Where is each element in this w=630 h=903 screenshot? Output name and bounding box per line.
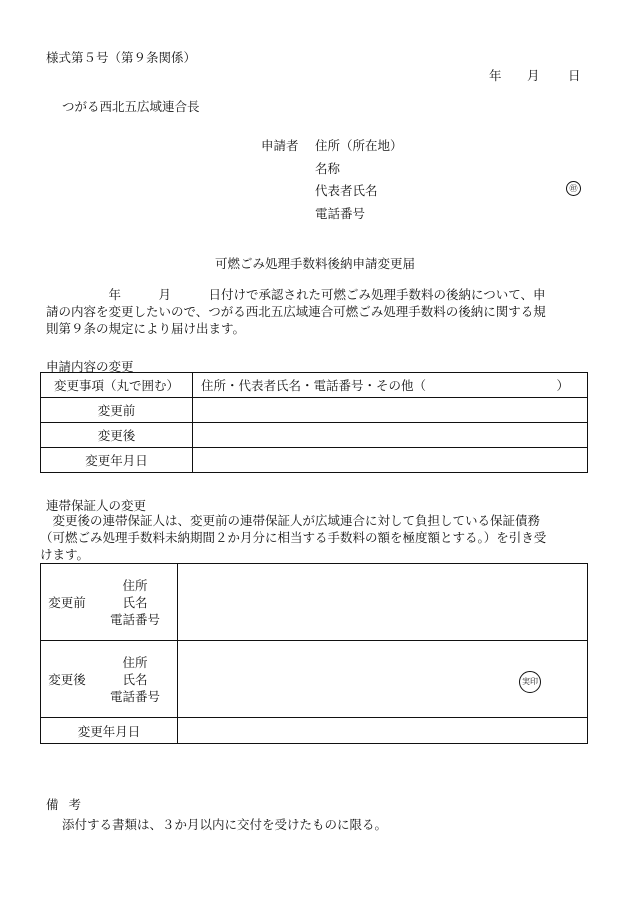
body-line: 年 月 日付けで承認された可燃ごみ処理手数料の後納について、申 <box>46 287 546 302</box>
address-label: 住所 <box>122 654 148 670</box>
applicant-label: 申請者 <box>261 138 299 153</box>
section-application-change-title: 申請内容の変更 <box>46 359 134 374</box>
guarantor-line: けます。 <box>40 547 90 562</box>
notes-title: 備考 <box>46 797 92 812</box>
guarantor-before-fields <box>93 564 178 641</box>
guarantor-after-input[interactable] <box>178 641 588 718</box>
applicant-representative-field: 代表者氏名 <box>315 183 378 198</box>
addressee: つがる西北五広域連合長 <box>62 99 200 114</box>
date-day: 日 <box>568 68 581 83</box>
guarantor-change-date-field[interactable] <box>178 718 588 744</box>
table-row <box>41 564 588 641</box>
body-paragraph <box>46 286 584 337</box>
date-line <box>489 66 581 84</box>
name-label: 氏名 <box>122 594 148 610</box>
before-change-field[interactable] <box>193 398 588 423</box>
change-item-close-paren: ） <box>556 378 569 393</box>
table-row <box>41 718 588 744</box>
address-label: 住所 <box>122 577 148 593</box>
change-date-label: 変更年月日 <box>41 448 193 473</box>
change-item-label: 変更事項（丸で囲む） <box>41 373 193 398</box>
guarantor-change-table <box>40 563 588 744</box>
section-guarantor-change-title: 連帯保証人の変更 <box>46 498 147 513</box>
registered-seal-mark: 実印 <box>519 671 541 693</box>
form-number: 様式第５号（第９条関係） <box>46 50 197 65</box>
guarantor-before-label: 変更前 <box>41 564 94 641</box>
table-row <box>41 398 588 423</box>
table-row <box>41 448 588 473</box>
date-month: 月 <box>527 68 540 83</box>
guarantor-paragraph <box>40 512 588 563</box>
after-change-label: 変更後 <box>41 423 193 448</box>
name-label: 氏名 <box>122 671 148 687</box>
phone-label: 電話番号 <box>109 688 160 704</box>
document-title: 可燃ごみ処理手数料後納申請変更届 <box>214 256 415 271</box>
after-change-field[interactable] <box>193 423 588 448</box>
change-item-options-text: 住所・代表者氏名・電話番号・その他（ <box>201 378 427 393</box>
applicant-name-field: 名称 <box>315 161 341 176</box>
phone-label: 電話番号 <box>109 611 160 627</box>
seal-mark: ㊞ <box>566 181 581 196</box>
applicant-address-field: 住所（所在地） <box>315 138 403 153</box>
table-row <box>41 423 588 448</box>
guarantor-line: 変更後の連帯保証人は、変更前の連帯保証人が広域連合に対して負担している保証債務 <box>40 513 541 528</box>
guarantor-after-fields <box>93 641 178 718</box>
guarantor-line: （可燃ごみ処理手数料未納期間２か月分に相当する手数料の額を極度額とする。）を引き受 <box>40 530 547 545</box>
notes-text: 添付する書類は、３か月以内に交付を受けたものに限る。 <box>62 817 388 832</box>
change-date-field[interactable] <box>193 448 588 473</box>
change-item-options[interactable] <box>193 373 588 398</box>
guarantor-before-input[interactable] <box>178 564 588 641</box>
date-year: 年 <box>489 68 502 83</box>
table-row <box>41 641 588 718</box>
before-change-label: 変更前 <box>41 398 193 423</box>
application-change-table <box>40 372 588 473</box>
guarantor-change-date-label: 変更年月日 <box>41 718 178 744</box>
applicant-phone-field: 電話番号 <box>315 206 366 221</box>
body-line: 請の内容を変更したいので、つがる西北五広域連合可燃ごみ処理手数料の後納に関する規 <box>46 304 546 319</box>
body-line: 則第９条の規定により届け出ます。 <box>46 321 246 336</box>
guarantor-after-label: 変更後 <box>41 641 94 718</box>
table-row <box>41 373 588 398</box>
